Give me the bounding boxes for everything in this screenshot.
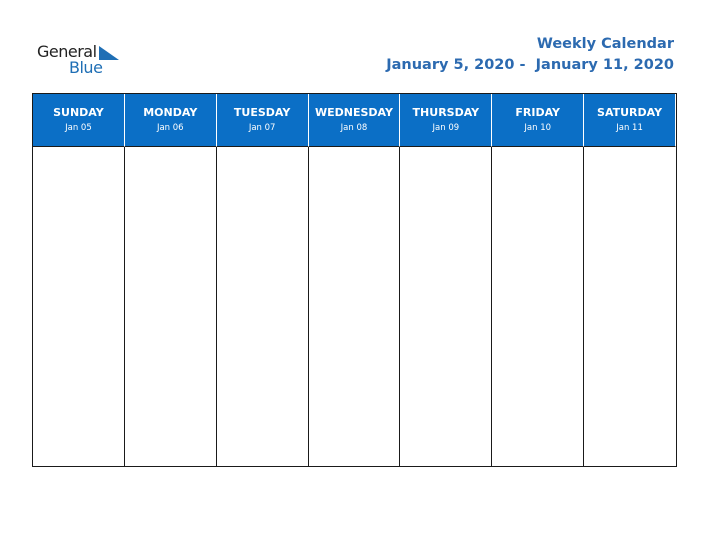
- logo: [37, 42, 127, 78]
- day-date: Jan 10: [524, 123, 552, 133]
- day-cell-friday[interactable]: [492, 147, 584, 466]
- logo-text-blue: Blue: [69, 58, 103, 77]
- day-cell-wednesday[interactable]: [309, 147, 401, 466]
- day-header-friday: [492, 94, 584, 147]
- day-date: Jan 11: [616, 123, 643, 133]
- day-cell-sunday[interactable]: [33, 147, 125, 466]
- day-name: FRIDAY: [515, 106, 561, 119]
- day-header-wednesday: [309, 94, 401, 147]
- day-name: SUNDAY: [53, 106, 104, 119]
- logo-text-general: General: [37, 42, 97, 61]
- day-date: Jan 09: [432, 123, 460, 133]
- day-cell-monday[interactable]: [125, 147, 217, 466]
- page-title: Weekly Calendar: [536, 36, 674, 52]
- day-cell-thursday[interactable]: [400, 147, 492, 466]
- date-range: January 5, 2020 - January 11, 2020: [386, 57, 674, 73]
- day-name: SATURDAY: [597, 106, 663, 119]
- day-name: THURSDAY: [412, 106, 480, 119]
- day-cell-tuesday[interactable]: [217, 147, 309, 466]
- day-header-tuesday: [217, 94, 309, 147]
- day-date: Jan 07: [248, 123, 276, 133]
- day-name: WEDNESDAY: [315, 106, 393, 119]
- day-header-monday: [125, 94, 217, 147]
- day-header-sunday: [33, 94, 125, 147]
- day-header-saturday: [584, 94, 676, 147]
- weekly-calendar-grid: [32, 93, 677, 467]
- day-cell-saturday[interactable]: [584, 147, 676, 466]
- day-name: MONDAY: [143, 106, 198, 119]
- day-name: TUESDAY: [233, 106, 291, 119]
- header: [386, 34, 674, 76]
- day-header-thursday: [400, 94, 492, 147]
- day-date: Jan 05: [65, 123, 92, 133]
- day-date: Jan 06: [156, 123, 184, 133]
- day-date: Jan 08: [340, 123, 368, 133]
